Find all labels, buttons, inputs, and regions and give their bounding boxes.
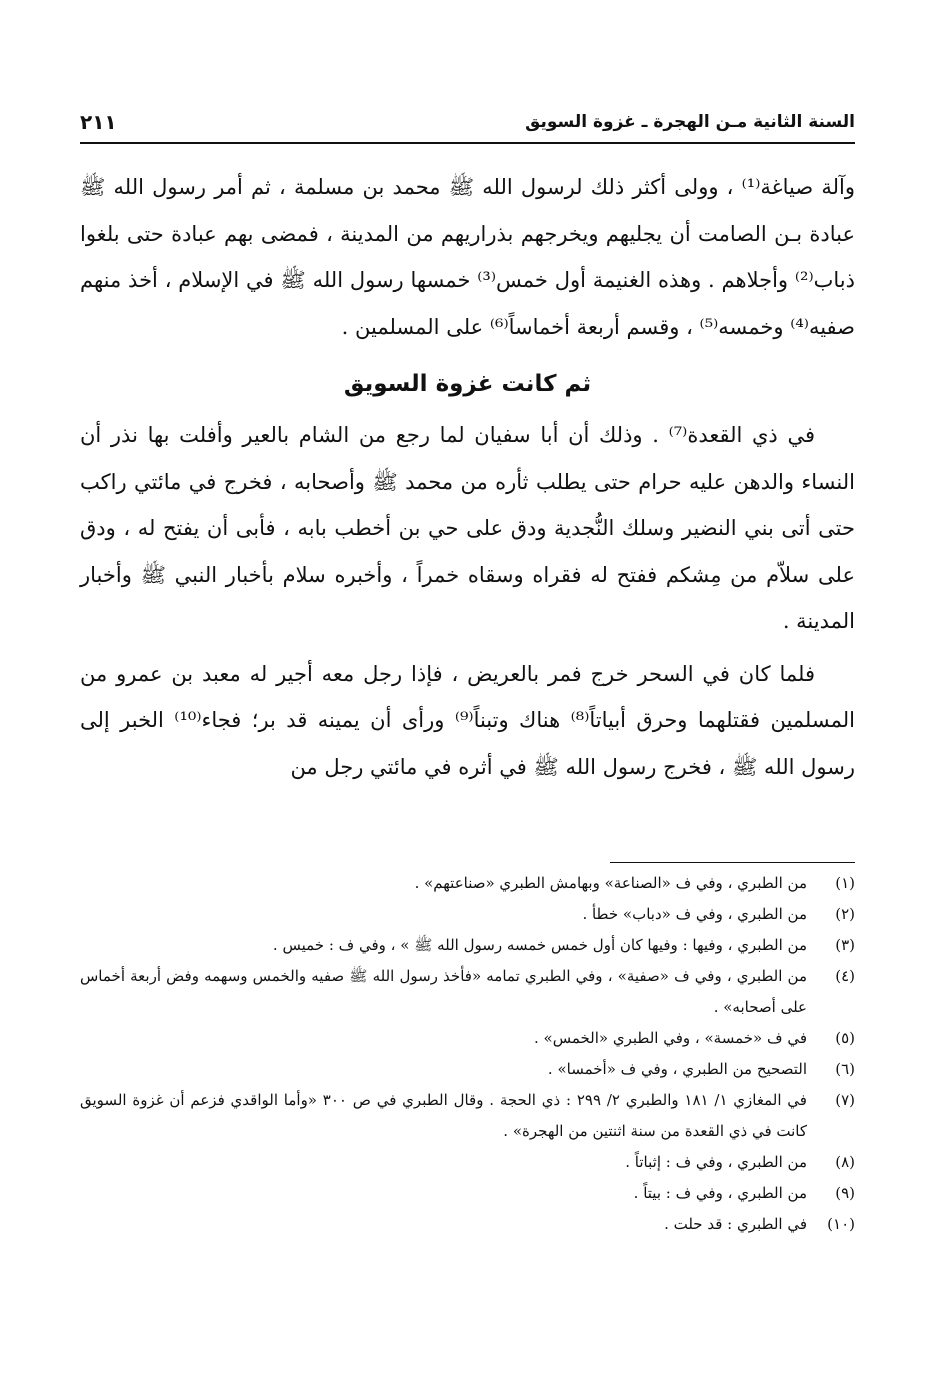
footnote-number: (٥) <box>835 1029 855 1047</box>
footnote-text: من الطبري ، وفيها : وفيها كان أول خمس خمسه رسول الله ﷺ » ، وفي ف : خميس . <box>272 936 807 954</box>
footnote <box>80 1085 855 1147</box>
footnote-number: (٩) <box>835 1184 855 1202</box>
body-paragraph: وآلة صياغة⁽¹⁾ ، وولى أكثر ذلك لرسول الله ﷺ محمد بن مسلمة ، ثم أمر رسول الله ﷺ عبادة بـن الصامت أن يجليهم ويخرجهم بذراريهم من المدينة ، فمضى بهم عبادة حتى بلغوا ذباب⁽²⁾ وأجلاهم . وهذه الغنيمة أول خمس⁽³⁾ خمسها رسول الله ﷺ في الإسلام ، أخذ منهم صفيه⁽⁴⁾ وخمسه⁽⁵⁾ ، وقسم أربعة أخماساً⁽⁶⁾ على المسلمين . <box>80 175 855 339</box>
footnote <box>80 1054 855 1085</box>
page-number: ٢١١ <box>80 110 117 134</box>
footnote-text: من الطبري ، وفي ف : إثباتاً . <box>625 1153 807 1171</box>
footnote-number: (٢) <box>835 905 855 923</box>
footnote-text: في ف «خمسة» ، وفي الطبري «الخمس» . <box>533 1029 807 1047</box>
footnote-text: من الطبري ، وفي ف «صفية» ، وفي الطبري تمامه «فأخذ رسول الله ﷺ صفيه والخمس وسهمه وفض أربعة أخماس على أصحابه» . <box>80 967 807 1016</box>
footnote-number: (١٠) <box>827 1215 855 1233</box>
footnote <box>80 1023 855 1054</box>
footnote-text: من الطبري ، وفي ف «الصناعة» وبهامش الطبري «صناعتهم» . <box>414 874 807 892</box>
footnote-number: (٤) <box>835 967 855 985</box>
footnote-text: من الطبري ، وفي ف «دباب» خطأ . <box>582 905 807 923</box>
footnote-number: (٦) <box>835 1060 855 1078</box>
running-title: السنة الثانية مـن الهجرة ـ غزوة السويق <box>525 112 855 132</box>
footnotes-list <box>80 868 855 1240</box>
header-divider <box>80 142 855 144</box>
footnote-number: (٨) <box>835 1153 855 1171</box>
footnote-text: من الطبري ، وفي ف : بيتاً . <box>633 1184 807 1202</box>
body-paragraph: فلما كان في السحر خرج فمر بالعريض ، فإذا رجل معه أجير له معبد بن عمرو من المسلمين فقتلهما وحرق أبياتاً⁽⁸⁾ هناك وتبناً⁽⁹⁾ ورأى أن يمينه قد بر؛ فجاء⁽¹⁰⁾ الخبر إلى رسول الله ﷺ ، فخرج رسول الله ﷺ في أثره في مائتي رجل من <box>80 661 855 779</box>
footnote <box>80 899 855 930</box>
footnote-text: في المغازي ١/ ١٨١ والطبري ٢/ ٢٩٩ : ذي الحجة . وقال الطبري في ص ٣٠٠ «وأما الواقدي فزعم أن غزوة السويق كانت في ذي القعدة من سنة اثنتين من الهجرة» . <box>80 1091 807 1140</box>
footnote-number: (٣) <box>835 936 855 954</box>
footnote-text: في الطبري : قد حلت . <box>664 1215 807 1233</box>
footnote-number: (٧) <box>835 1091 855 1109</box>
footnote <box>80 1147 855 1178</box>
body-paragraph: في ذي القعدة⁽⁷⁾ . وذلك أن أبا سفيان لما رجع من الشام بالعير وأفلت بها نذر أن النساء والدهن عليه حرام حتى يطلب ثأره من محمد ﷺ وأصحابه ، فخرج في مائتي راكب حتى أتى بني النضير وسلك النُّجدية ودق على حي بن أخطب بابه ، فأبى أن يفتح له ، ودق على سلاّم من مِشكم ففتح له فقراه وسقاه خمراً ، وأخبره سلام بأخبار النبي ﷺ وأخبار المدينة . <box>80 423 855 633</box>
footnote <box>80 868 855 899</box>
main-text <box>80 164 855 790</box>
footnote-text: التصحيح من الطبري ، وفي ف «أخمسا» . <box>547 1060 807 1078</box>
footnote <box>80 961 855 1023</box>
footnote <box>80 1178 855 1209</box>
footnote-number: (١) <box>835 874 855 892</box>
section-heading: ثم كانت غزوة السويق <box>343 371 592 397</box>
footnote <box>80 1209 855 1240</box>
footnote <box>80 930 855 961</box>
running-header <box>80 104 855 144</box>
footnote-divider <box>610 862 855 863</box>
